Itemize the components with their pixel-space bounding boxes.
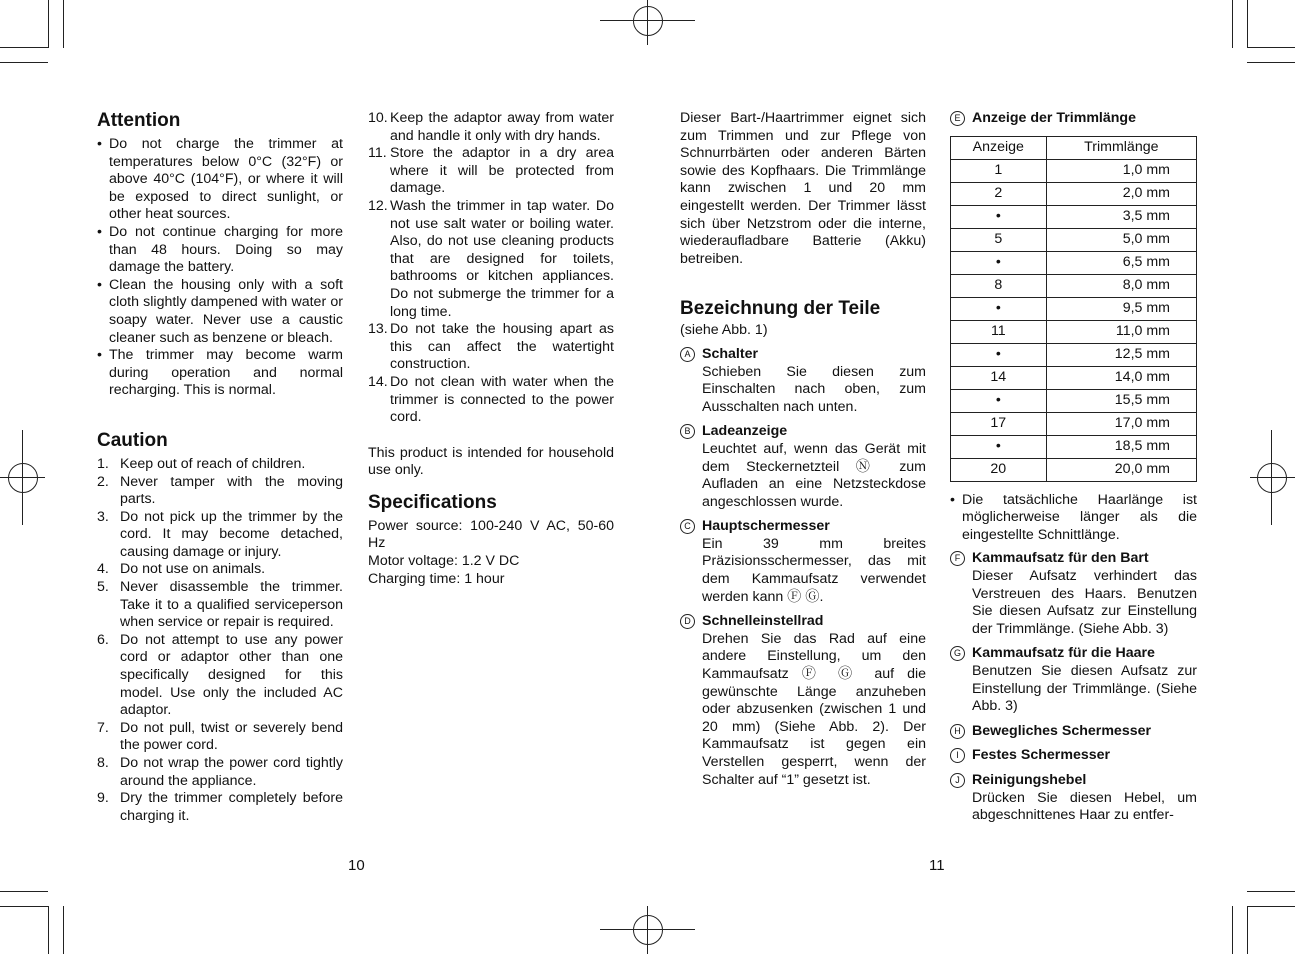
- table-cell-anzeige: 17: [951, 412, 1047, 435]
- column-2: [368, 110, 614, 588]
- letter-f-icon: F: [950, 551, 965, 566]
- list-item: • Do not charge the trimmer at temperatures below 0°C (32°F) or above 40°C (104°F), or where it will be exposed to direct sunlight, or other heat sources.: [97, 136, 343, 224]
- table-row: [951, 297, 1197, 320]
- caution-heading: Caution: [97, 429, 168, 451]
- note-list: [950, 492, 1197, 545]
- table-cell-anzeige: •: [951, 251, 1047, 274]
- list-item: 4. Do not use on animals.: [97, 561, 266, 578]
- part-j: J Reinigungshebel Drücken Sie diesen Hebel, um abgeschnittenes Haar zu entfer-: [950, 772, 1197, 825]
- letter-h-icon: H: [950, 724, 965, 739]
- column-4: [950, 110, 1197, 832]
- table-cell-anzeige: 1: [951, 159, 1047, 182]
- table-row: [951, 412, 1197, 435]
- list-item: 1. Keep out of reach of children.: [97, 455, 306, 472]
- table-cell-anzeige: 14: [951, 366, 1047, 389]
- letter-g-icon: G: [950, 646, 965, 661]
- column-3: [680, 110, 926, 796]
- part-f: F Kammaufsatz für den Bart Dieser Aufsatz verhindert das Verstreuen des Haars. Benutzen Sie diesen Aufsatz zur Einstellung der Trimmlänge. (Siehe Abb. 3): [950, 550, 1197, 638]
- table-row: [951, 320, 1197, 343]
- list-item: 10. Keep the adaptor away from water and handle it only with dry hands.: [368, 110, 614, 144]
- table-row: [951, 182, 1197, 205]
- table-cell-length: 14,0 mm: [1046, 366, 1196, 389]
- table-cell-length: 3,5 mm: [1046, 205, 1196, 228]
- spec-line: Power source: 100-240 V AC, 50-60 Hz: [368, 517, 614, 552]
- caution-list-part1: [97, 456, 343, 825]
- col-header: Anzeige: [951, 136, 1047, 159]
- list-item: 8. Do not wrap the power cord tightly around the appliance.: [97, 755, 343, 789]
- table-row: [951, 205, 1197, 228]
- table-cell-anzeige: 8: [951, 274, 1047, 297]
- list-item: 11. Store the adaptor in a dry area where it will be protected from damage.: [368, 145, 614, 197]
- list-item: • Clean the housing only with a soft cloth slightly dampened with water or soapy water. Never use a caustic cleaner such as benzene or bleach.: [97, 277, 343, 347]
- table-cell-length: 18,5 mm: [1046, 435, 1196, 458]
- part-d: D Schnelleinstellrad Drehen Sie das Rad auf eine andere Einstellung, um den Kammaufsatz Ⓕ Ⓖ auf die gewünschte Länge anzuheben oder abzusenken (zwischen 1 und 20 mm) (Siehe Abb. 2). Der Kammaufsatz ist gegen ein Verstellen gesperrt, wenn der Schalter auf “1” gesetzt ist.: [680, 613, 926, 789]
- table-cell-length: 12,5 mm: [1046, 343, 1196, 366]
- table-cell-anzeige: •: [951, 389, 1047, 412]
- parts-subtitle: (siehe Abb. 1): [680, 322, 768, 339]
- letter-b-icon: B: [680, 424, 695, 439]
- parts-heading: Bezeichnung der Teile: [680, 298, 881, 320]
- table-row: [951, 251, 1197, 274]
- part-b: B Ladeanzeige Leuchtet auf, wenn das Gerät mit dem Steckernetzteil Ⓝ zum Aufladen an eine Netzsteckdose angeschlossen wurde.: [680, 423, 926, 511]
- note-item: • Die tatsächliche Haarlänge ist möglicherweise länger als die eingestellte Schnittlänge.: [950, 492, 1197, 545]
- spec-line: Charging time: 1 hour: [368, 570, 505, 587]
- letter-d-icon: D: [680, 614, 695, 629]
- table-row: [951, 274, 1197, 297]
- caution-list-part2: [368, 110, 614, 427]
- table-cell-length: 6,5 mm: [1046, 251, 1196, 274]
- table-cell-anzeige: 11: [951, 320, 1047, 343]
- table-cell-length: 20,0 mm: [1046, 458, 1196, 481]
- list-item: • The trimmer may become warm during operation and normal recharging. This is normal.: [97, 347, 343, 400]
- page-number-left: 10: [348, 857, 365, 874]
- table-row: [951, 458, 1197, 481]
- table-cell-anzeige: •: [951, 343, 1047, 366]
- intro-text: Dieser Bart-/Haartrimmer eignet sich zum Trimmen und zur Pflege von Schnurrbärten oder anderen Bärten sowie des Kopfhaars. Die Trimmlänge kann zwischen 1 und 20 mm eingestellt werden. Der Trimmer lässt sich über Netzstrom oder die interne, wiederaufladbare Batterie (Akku) betreiben.: [680, 110, 926, 267]
- table-row: [951, 228, 1197, 251]
- table-cell-length: 17,0 mm: [1046, 412, 1196, 435]
- table-cell-anzeige: 2: [951, 182, 1047, 205]
- spec-line: Motor voltage: 1.2 V DC: [368, 553, 520, 570]
- letter-a-icon: A: [680, 347, 695, 362]
- trim-length-table: [950, 136, 1197, 482]
- table-cell-length: 15,5 mm: [1046, 389, 1196, 412]
- table-row: [951, 366, 1197, 389]
- attention-heading: Attention: [97, 110, 181, 131]
- list-item: 9. Dry the trimmer completely before charging it.: [97, 790, 343, 824]
- list-item: 14. Do not clean with water when the trimmer is connected to the power cord.: [368, 373, 614, 426]
- table-cell-length: 11,0 mm: [1046, 320, 1196, 343]
- part-g: G Kammaufsatz für die Haare Benutzen Sie diesen Aufsatz zur Einstellung der Trimmlänge. (Siehe Abb. 3): [950, 645, 1197, 715]
- table-cell-length: 8,0 mm: [1046, 274, 1196, 297]
- part-h: H Bewegliches Schermesser: [950, 723, 1197, 741]
- list-item: 5. Never disassemble the trimmer. Take it to a qualified serviceperson when service or repair is required.: [97, 579, 343, 631]
- table-cell-length: 2,0 mm: [1046, 182, 1196, 205]
- table-row: [951, 389, 1197, 412]
- table-cell-anzeige: •: [951, 297, 1047, 320]
- list-item: 6. Do not attempt to use any power cord or adaptor other than one specifically designed for this model. Use only the included AC adaptor.: [97, 631, 343, 719]
- list-item: 13. Do not take the housing apart as this can affect the watertight construction.: [368, 321, 614, 373]
- table-cell-length: 9,5 mm: [1046, 297, 1196, 320]
- household-note: This product is intended for household use only.: [368, 444, 614, 479]
- list-item: 3. Do not pick up the trimmer by the cord. It may become detached, causing damage or injury.: [97, 508, 343, 560]
- table-cell-anzeige: •: [951, 435, 1047, 458]
- column-1: [97, 110, 343, 825]
- attention-list: [97, 136, 343, 400]
- list-item: 7. Do not pull, twist or severely bend the power cord.: [97, 719, 343, 754]
- table-row: [951, 159, 1197, 182]
- table-cell-anzeige: 5: [951, 228, 1047, 251]
- table-cell-anzeige: 20: [951, 458, 1047, 481]
- letter-j-icon: J: [950, 773, 965, 788]
- letter-c-icon: C: [680, 519, 695, 534]
- part-c: C Hauptschermesser Ein 39 mm breites Präzisionsschermesser, das mit dem Kammaufsatz verwendet werden kann Ⓕ Ⓖ.: [680, 518, 926, 606]
- table-cell-length: 5,0 mm: [1046, 228, 1196, 251]
- part-i: I Festes Schermesser: [950, 747, 1197, 765]
- list-item: • Do not continue charging for more than 48 hours. Doing so may damage the battery.: [97, 224, 343, 277]
- table-row: [951, 343, 1197, 366]
- col-header: Trimmlänge: [1046, 136, 1196, 159]
- table-cell-length: 1,0 mm: [1046, 159, 1196, 182]
- page-number-right: 11: [929, 857, 945, 874]
- part-e: E Anzeige der Trimmlänge: [950, 110, 1197, 128]
- specifications-heading: Specifications: [368, 491, 497, 513]
- letter-i-icon: I: [950, 748, 965, 763]
- part-a: A Schalter Schieben Sie diesen zum Einschalten nach oben, zum Ausschalten nach unten.: [680, 346, 926, 416]
- table-row: [951, 435, 1197, 458]
- list-item: 2. Never tamper with the moving parts.: [97, 473, 343, 508]
- table-cell-anzeige: •: [951, 205, 1047, 228]
- table-header-row: [951, 136, 1197, 159]
- letter-e-icon: E: [950, 111, 965, 126]
- list-item: 12. Wash the trimmer in tap water. Do not use salt water or boiling water. Also, do not use cleaning products that are designed for toilets, bathrooms or kitchen appliances. Do not submerge the trimmer for a long time.: [368, 197, 614, 320]
